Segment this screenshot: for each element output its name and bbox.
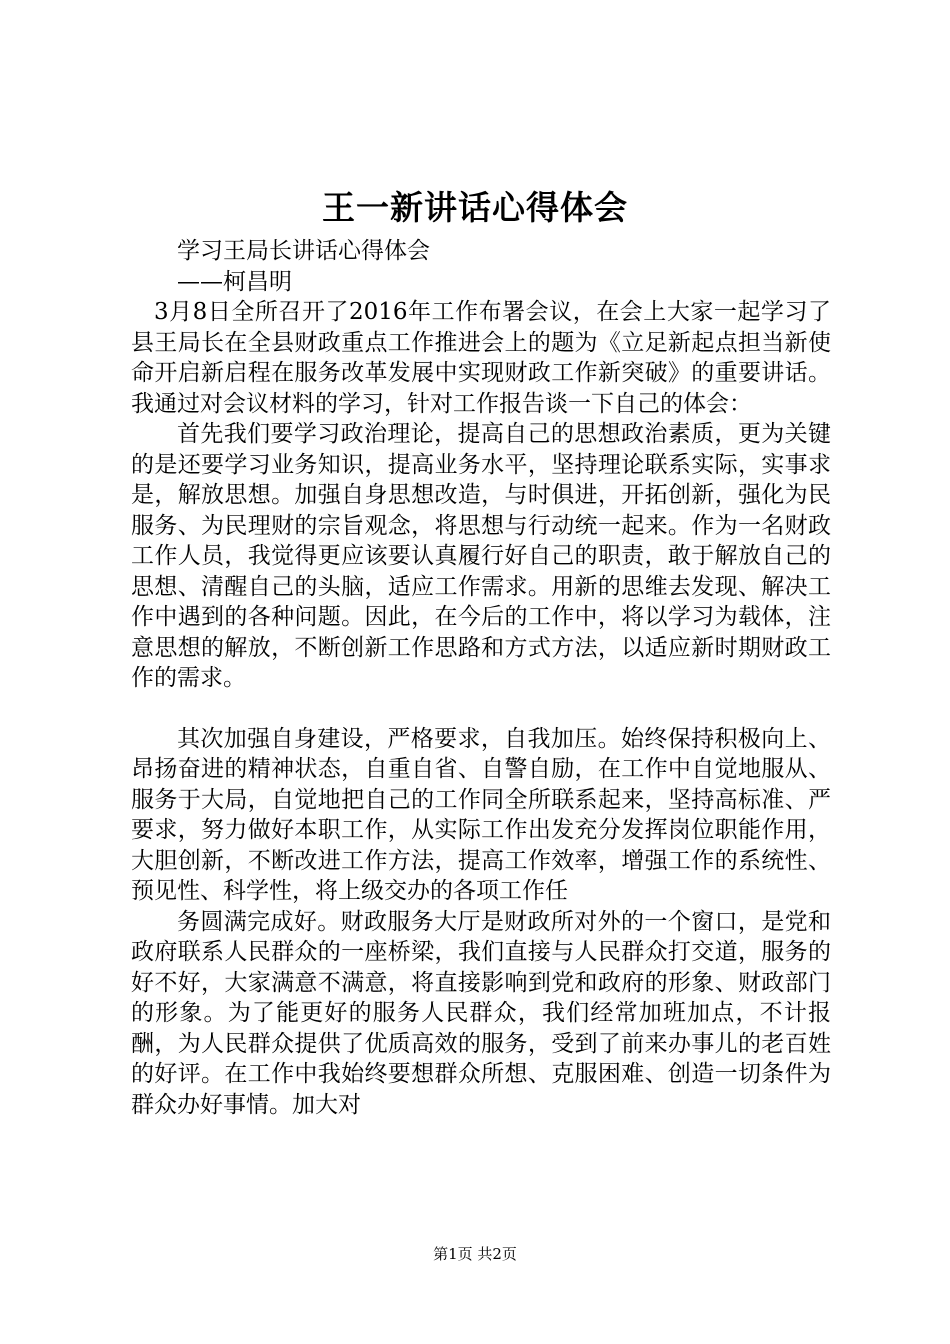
page-footer: 第1页 共2页 [433,1245,517,1263]
author-line: ——柯昌明 [177,268,292,295]
document-body [131,236,831,1120]
subtitle: 学习王局长讲话心得体会 [177,238,430,264]
paragraph: 3月8日全所召开了2016年工作布署会议，在会上大家一起学习了县王局长在全县财政重点工作推进会上的题为《立足新起点担当新使命开启新启程在服务改革发展中实现财政工作新突破》的重要讲话。我通过对会议材料的学习，针对工作报告谈一下自己的体会： [131,299,831,417]
paragraph: 务圆满完成好。财政服务大厅是财政所对外的一个窗口，是党和政府联系人民群众的一座桥梁，我们直接与人民群众打交道，服务的好不好，大家满意不满意，将直接影响到党和政府的形象、财政部门的形象。为了能更好的服务人民群众，我们经常加班加点，不计报酬，为人民群众提供了优质高效的服务，受到了前来办事儿的老百姓的好评。在工作中我始终要想群众所想、克服困难、创造一切条件为群众办好事情。加大对 [131,908,831,1118]
paragraph: 首先我们要学习政治理论，提高自己的思想政治素质，更为关键的是还要学习业务知识，提高业务水平，坚持理论联系实际，实事求是，解放思想。加强自身思想改造，与时俱进，开拓创新，强化为民服务、为民理财的宗旨观念，将思想与行动统一起来。作为一名财政工作人员，我觉得更应该要认真履行好自己的职责，敢于解放自己的思想、清醒自己的头脑，适应工作需求。用新的思维去发现、解决工作中遇到的各种问题。因此，在今后的工作中，将以学习为载体，注意思想的解放，不断创新工作思路和方式方法，以适应新时期财政工作的需求。 [131,421,831,691]
paragraph: 其次加强自身建设，严格要求，自我加压。始终保持积极向上、昂扬奋进的精神状态，自重自省、自警自励，在工作中自觉地服从、服务于大局，自觉地把自己的工作同全所联系起来，坚持高标准、严要求，努力做好本职工作，从实际工作出发充分发挥岗位职能作用，大胆创新，不断改进工作方法，提高工作效率，增强工作的系统性、预见性、科学性，将上级交办的各项工作任 [131,725,831,904]
document-title: 王一新讲话心得体会 [322,188,628,227]
paragraph-gap [131,694,831,724]
